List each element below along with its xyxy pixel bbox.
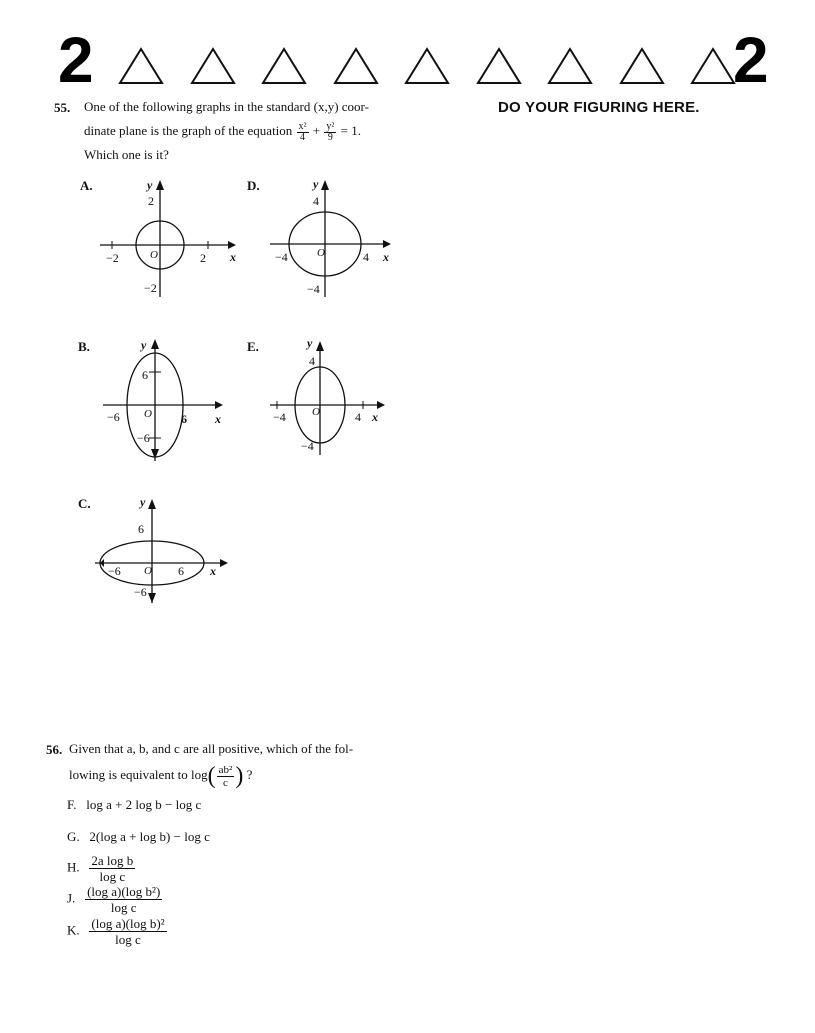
option-denominator: log c — [110, 900, 137, 915]
question-55-line-1: One of the following graphs in the standard (x,y) coor- — [84, 99, 369, 114]
option-letter: G. — [67, 829, 80, 844]
graph-b — [95, 335, 245, 465]
option-numerator: (log a)(log b²) — [87, 884, 161, 899]
tick-label-left: −4 — [275, 250, 288, 264]
tick-label-top: 6 — [138, 522, 144, 536]
y-axis-label: y — [307, 336, 313, 350]
origin-label: O — [150, 249, 158, 261]
x-axis-arrow-icon — [383, 240, 391, 248]
choice-e-letter[interactable]: E. — [247, 339, 259, 354]
question-56-number: 56. — [46, 742, 63, 757]
triangle-icon — [546, 46, 594, 86]
tick-label-left: −4 — [273, 410, 286, 424]
triangle-icon — [189, 46, 237, 86]
y-axis-arrow-icon — [151, 339, 159, 349]
left-paren: ( — [207, 763, 216, 790]
fraction-denominator: 9 — [327, 131, 333, 143]
question-55-line-2-pre: dinate plane is the graph of the equation — [84, 123, 293, 138]
tick-label-left: −2 — [106, 251, 119, 265]
tick-label-bottom: −2 — [144, 281, 157, 295]
triangle-icon — [117, 46, 165, 86]
option-denominator: log c — [99, 869, 126, 884]
option-letter: J. — [67, 890, 76, 906]
y-axis-down-arrow-icon — [148, 593, 156, 603]
triangle-icon — [260, 46, 308, 86]
tick-label-left: −6 — [107, 410, 120, 424]
triangle-icon — [689, 46, 737, 86]
question-55-line-2-post: = 1. — [340, 123, 361, 138]
fraction-numerator: x² — [298, 120, 307, 132]
x-axis-arrow-icon — [220, 559, 228, 567]
choice-d-letter[interactable]: D. — [247, 178, 260, 193]
tick-label-right: 4 — [363, 250, 369, 264]
tick-label-top: 6 — [142, 368, 148, 382]
origin-label: O — [317, 247, 325, 259]
fraction-denominator: c — [223, 776, 228, 789]
tick-label-bottom: −6 — [137, 431, 150, 445]
figuring-label: DO YOUR FIGURING HERE. — [498, 99, 700, 116]
tick-label-right: 6 — [178, 564, 184, 578]
x-axis-arrow-icon — [228, 241, 236, 249]
graph-a — [90, 175, 240, 300]
question-56-line-2-pre: lowing is equivalent to log — [69, 767, 208, 782]
y-axis-arrow-icon — [316, 341, 324, 351]
option-g[interactable] — [67, 829, 210, 845]
triangle-icon — [403, 46, 451, 86]
question-56-text — [69, 737, 353, 789]
tick-label-top: 2 — [148, 194, 154, 208]
triangle-icon — [332, 46, 380, 86]
tick-label-right: 2 — [200, 251, 206, 265]
y-axis-arrow-icon — [148, 499, 156, 509]
choice-a-letter[interactable]: A. — [80, 178, 93, 193]
origin-label: O — [312, 406, 320, 418]
section-number-right: 2 — [733, 24, 769, 96]
fraction-y2-over-9 — [324, 122, 336, 143]
choice-b-letter[interactable]: B. — [78, 339, 90, 354]
section-number-left: 2 — [58, 24, 94, 96]
origin-label: O — [144, 408, 152, 420]
option-numerator: 2a log b — [91, 853, 134, 868]
y-axis-label: y — [140, 495, 146, 509]
graph-c — [90, 493, 240, 608]
y-axis-label: y — [141, 338, 147, 352]
x-axis-arrow-icon — [377, 401, 385, 409]
y-axis-arrow-icon — [156, 180, 164, 190]
fraction-ab2-over-c — [217, 764, 235, 789]
question-56-line-1: Given that a, b, and c are all positive, which of the fol- — [69, 741, 354, 756]
option-h[interactable] — [67, 853, 135, 884]
tick-label-bottom: −4 — [301, 439, 314, 453]
y-axis-label: y — [147, 178, 153, 192]
x-axis-label: x — [372, 410, 378, 424]
fraction-x2-over-4 — [297, 122, 309, 143]
question-mark: ? — [246, 767, 253, 782]
question-56-line-2 — [69, 763, 353, 789]
option-text: 2(log a + log b) − log c — [89, 829, 210, 844]
question-55-line-3: Which one is it? — [84, 147, 169, 162]
triangle-icon — [475, 46, 523, 86]
tick-label-bottom: −4 — [307, 282, 320, 296]
question-55-line-2 — [84, 119, 369, 143]
option-letter: H. — [67, 859, 80, 875]
tick-label-right: 4 — [355, 410, 361, 424]
y-axis-arrow-icon — [321, 180, 329, 190]
y-axis-label: y — [313, 177, 319, 191]
fraction-numerator: y² — [326, 120, 335, 132]
graph-d — [265, 175, 400, 300]
triangle-icon — [618, 46, 666, 86]
x-axis-label: x — [383, 250, 389, 264]
graph-e — [265, 335, 400, 460]
fraction-numerator: ab² — [218, 763, 233, 776]
option-letter: K. — [67, 922, 80, 938]
option-k[interactable] — [67, 916, 167, 947]
x-axis-label: x — [210, 564, 216, 578]
tick-label-right: 6 — [181, 412, 187, 426]
option-fraction — [85, 884, 162, 915]
x-axis-label: x — [230, 250, 236, 264]
origin-label: O — [144, 565, 152, 577]
tick-label-bottom: −6 — [134, 585, 147, 599]
question-55-number: 55. — [54, 100, 71, 115]
question-55-text — [84, 95, 369, 167]
tick-label-top: 4 — [309, 354, 315, 368]
option-denominator: log c — [115, 932, 141, 947]
x-axis-label: x — [215, 412, 221, 426]
tick-label-top: 4 — [313, 194, 319, 208]
plus-sign: + — [312, 123, 321, 138]
option-fraction — [89, 916, 166, 947]
tick-label-left: −6 — [108, 564, 121, 578]
option-j[interactable] — [67, 884, 162, 915]
x-axis-arrow-icon — [215, 401, 223, 409]
option-numerator: (log a)(log b)² — [91, 916, 165, 931]
option-text: log a + 2 log b − log c — [86, 797, 202, 812]
option-letter: F. — [67, 797, 77, 812]
choice-c-letter[interactable]: C. — [78, 496, 91, 511]
fraction-denominator: 4 — [300, 131, 306, 143]
option-fraction — [89, 853, 135, 884]
right-paren: ) — [235, 763, 244, 790]
option-f[interactable] — [67, 797, 201, 813]
